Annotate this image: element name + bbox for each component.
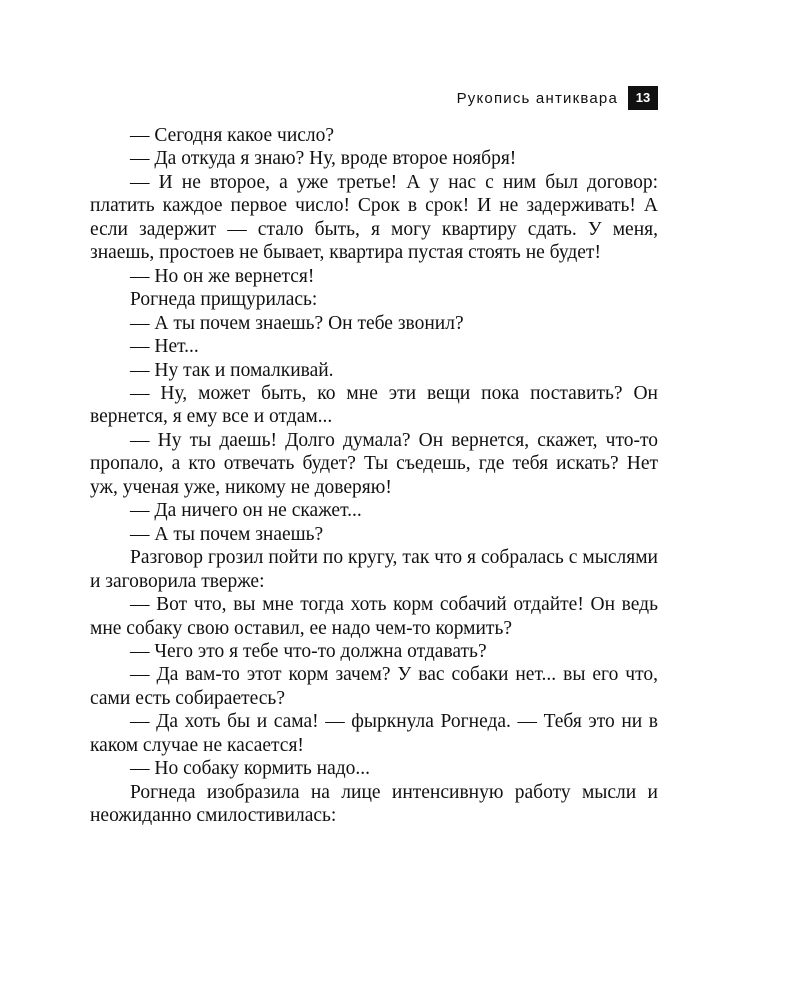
paragraph: — Вот что, вы мне тогда хоть корм собачий отдайте! Он ведь мне собаку свою оставил, ее надо чем-то кормить?	[90, 594, 658, 639]
paragraph: — Но собаку кормить надо...	[130, 758, 371, 780]
paragraph: Рогнеда прищурилась:	[130, 289, 318, 311]
paragraph: — Чего это я тебе что-то должна отдавать?	[130, 640, 487, 662]
page-number: 13	[628, 86, 658, 110]
paragraph: — Да хоть бы и сама! — фыркнула Рогнеда. — Тебя это ни в каком случае не касается!	[90, 711, 658, 756]
paragraph: — Ну так и помалкивай.	[130, 359, 334, 381]
paragraph: Рогнеда изобразила на лице интенсивную работу мысли и неожиданно смилостивилась:	[90, 781, 658, 827]
running-head	[457, 86, 658, 110]
paragraph: — А ты почем знаешь? Он тебе звонил?	[130, 312, 464, 334]
paragraph: Разговор грозил пойти по кругу, так что я собралась с мыслями и заговорила тверже:	[90, 547, 658, 592]
paragraph: — Да ничего он не скажет...	[130, 500, 362, 522]
paragraph: — А ты почем знаешь?	[130, 523, 324, 545]
running-title: Рукопись антиквара	[456, 89, 618, 107]
paragraph: — Ну, может быть, ко мне эти вещи пока поставить? Он вернется, я ему все и отдам...	[90, 382, 658, 428]
paragraph: — Да откуда я знаю? Ну, вроде второе ноября!	[130, 148, 517, 170]
body-text	[90, 124, 658, 828]
paragraph: — И не второе, а уже третье! А у нас с ним был договор: платить каждое первое число! Срок в срок! И не задерживать! А если задержит — стало быть, я могу квартиру сдать. У меня, знаешь, простоев не бывает, квартира пустая стоять не будет!	[90, 171, 658, 264]
paragraph: — Да вам-то этот корм зачем? У вас собаки нет... вы его что, сами есть собираетесь?	[90, 664, 658, 709]
paragraph: — Но он же вернется!	[130, 265, 315, 287]
paragraph: — Сегодня какое число?	[130, 125, 335, 146]
paragraph: — Ну ты даешь! Долго думала? Он вернется, скажет, что-то пропало, а кто отвечать будет? Ты съедешь, где тебя искать? Нет уж, ученая уже, никому не доверяю!	[90, 429, 658, 498]
paragraph: — Нет...	[130, 336, 199, 358]
